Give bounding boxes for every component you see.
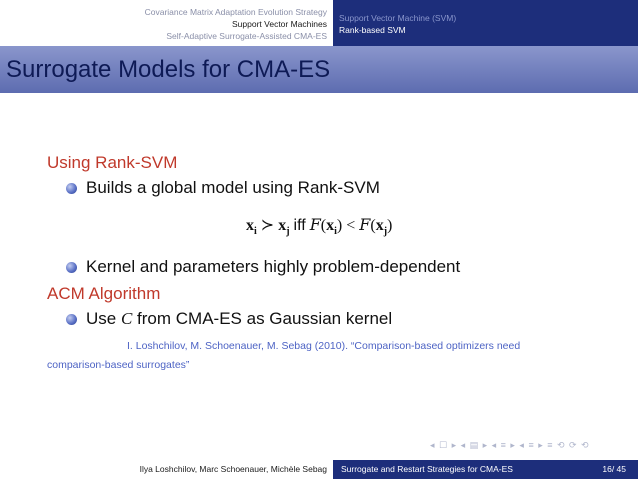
slide-header xyxy=(0,0,638,46)
footer-page-number: 16/ 45 xyxy=(602,464,626,474)
bullet-item xyxy=(66,257,460,277)
formula-index: i xyxy=(254,226,257,238)
formula-iff: iff xyxy=(293,217,306,234)
formula-less: < xyxy=(346,217,356,234)
subsection-nav xyxy=(333,0,638,46)
subsection-link-rank-svm[interactable]: Rank-based SVM xyxy=(339,25,406,35)
bullet-text-post: from CMA-ES as Gaussian kernel xyxy=(137,309,393,328)
block-heading-acm: ACM Algorithm xyxy=(47,284,161,303)
section-link-svm[interactable]: Support Vector Machines xyxy=(232,19,327,29)
footer-left xyxy=(0,460,333,479)
section-link-saacm[interactable]: Self-Adaptive Surrogate-Assisted CMA-ES xyxy=(166,31,327,41)
bullet-item xyxy=(66,178,380,198)
beamer-nav-symbols[interactable]: ◂ ☐ ▸ ◂ ▤ ▸ ◂ ≡ ▸ ◂ ≡ ▸ ≡ ⟲ ⟳ ⟲ xyxy=(430,440,590,450)
block-heading-rank-svm: Using Rank-SVM xyxy=(47,153,178,172)
bullet-text-pre: Use xyxy=(86,309,117,328)
bullet-ball-icon xyxy=(66,183,77,194)
formula-x: x xyxy=(278,217,287,234)
formula-index: j xyxy=(286,226,290,238)
formula-x: x xyxy=(326,217,335,234)
bullet-item xyxy=(66,309,392,329)
footer-right xyxy=(333,460,638,479)
bullet-ball-icon xyxy=(66,314,77,325)
bullet-ball-icon xyxy=(66,262,77,273)
bullet-text: Builds a global model using Rank-SVM xyxy=(86,178,380,197)
rank-formula: $x_i$ ≻ $x_j$ iff $F(x_i) < F(x_j)$ xyxy=(246,215,393,238)
bullet-text xyxy=(86,309,392,329)
bullet-text: Kernel and parameters highly problem-dependent xyxy=(86,257,461,276)
subsection-link-svm[interactable]: Support Vector Machine (SVM) xyxy=(339,13,457,23)
section-link-cma-es[interactable]: Covariance Matrix Adaptation Evolution Strategy xyxy=(144,7,327,17)
formula-f: F xyxy=(309,215,321,234)
slide-title: Surrogate Models for CMA-ES xyxy=(6,56,331,83)
slide-footer xyxy=(0,460,638,479)
footer-authors: Ilya Loshchilov, Marc Schoenauer, Michèle Sebag xyxy=(139,464,327,474)
formula-index: j xyxy=(383,226,388,238)
title-bar xyxy=(0,46,638,93)
reference-line-1: I. Loshchilov, M. Schoenauer, M. Sebag (2010). “Comparison-based optimizers need xyxy=(127,340,521,352)
formula-relation: ≻ xyxy=(260,217,275,234)
formula-x: x xyxy=(375,217,384,234)
formula-index: i xyxy=(334,226,337,238)
matrix-c-symbol: C xyxy=(120,309,133,328)
formula-x: x xyxy=(246,217,254,234)
section-nav xyxy=(0,0,333,46)
reference-line-2: comparison-based surrogates” xyxy=(47,359,190,371)
footer-talk-title: Surrogate and Restart Strategies for CMA-ES xyxy=(341,464,513,474)
formula-f: F xyxy=(359,215,371,234)
